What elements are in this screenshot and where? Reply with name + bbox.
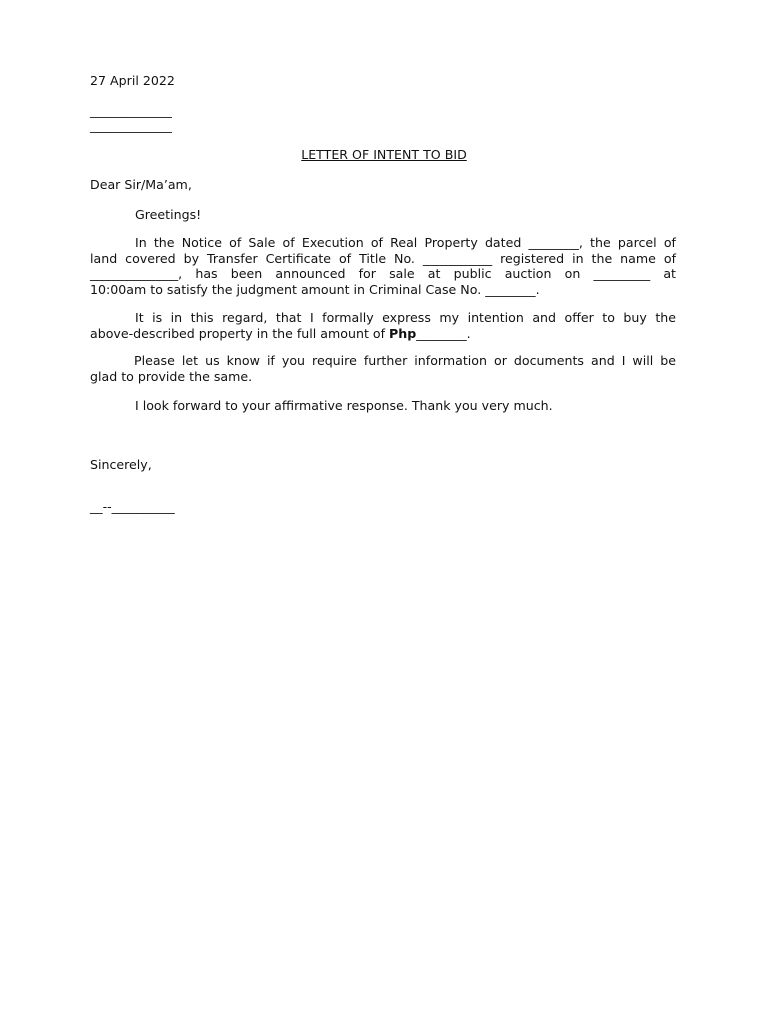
paragraph-line: It is in this regard, that I formally express my intention and offer to buy the: [135, 310, 676, 325]
paragraph-line: ______________, has been announced for sale at public auction on _________ at: [90, 266, 676, 281]
greeting: Greetings!: [135, 207, 202, 222]
paragraph-further-info: [90, 353, 676, 384]
paragraph-line: land covered by Transfer Certificate of Title No. ___________ registered in the name of: [90, 250, 676, 266]
paragraph-line: Please let us know if you require further information or documents and I will be: [134, 353, 676, 368]
addressee-line-2: _____________: [90, 118, 172, 133]
closing: Sincerely,: [90, 457, 152, 472]
paragraph-line: glad to provide the same.: [90, 368, 253, 384]
paragraph-line: [90, 326, 676, 342]
amount-blank: ________.: [416, 325, 471, 341]
paragraph-closing-thanks: I look forward to your affirmative response. Thank you very much.: [135, 398, 553, 413]
signature-line: __--__________: [90, 499, 175, 514]
addressee-line-1: _____________: [90, 103, 172, 118]
paragraph-notice-of-sale: [90, 235, 676, 297]
letter-date: 27 April 2022: [90, 73, 175, 88]
letter-title: LETTER OF INTENT TO BID: [301, 147, 467, 162]
paragraph-offer: [90, 310, 676, 341]
salutation: Dear Sir/Ma’am,: [90, 177, 192, 192]
currency-label: Php: [389, 325, 417, 341]
paragraph-line: 10:00am to satisfy the judgment amount in Criminal Case No. ________.: [90, 281, 540, 297]
paragraph-line: In the Notice of Sale of Execution of Real Property dated ________, the parcel of: [135, 235, 676, 250]
offer-text: above-described property in the full amount of: [90, 325, 390, 341]
